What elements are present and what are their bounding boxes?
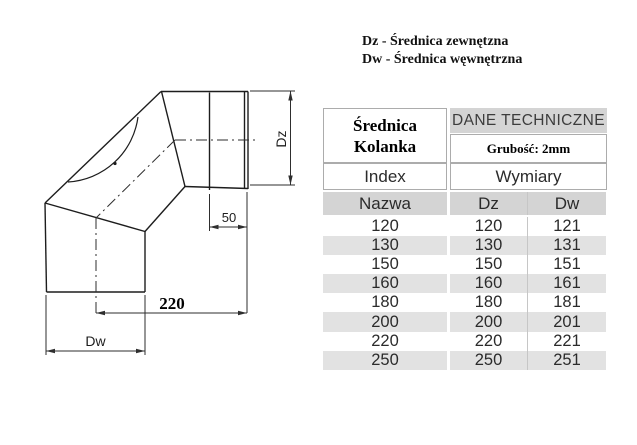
cell-dz: 160 <box>450 274 528 293</box>
legend-dw: Dw - Średnica węwnętrzna <box>362 51 523 67</box>
cell-dz: 220 <box>450 332 528 351</box>
cleanout-arc <box>68 117 138 182</box>
cell-nazwa: 250 <box>323 351 447 370</box>
cell-dw: 201 <box>528 312 606 331</box>
cell-dz: 130 <box>450 236 528 255</box>
index-wymiary-row <box>323 163 607 190</box>
dw-dim-label: Dw <box>85 333 106 349</box>
cell-dw: 221 <box>553 331 581 350</box>
cell-nazwa: 220 <box>371 331 399 350</box>
cell-nazwa: 160 <box>323 274 447 293</box>
legend-dz: Dz - Średnica zewnętzna <box>362 34 509 49</box>
index-cell: Index <box>323 163 447 190</box>
elbow-outline <box>45 92 248 293</box>
technical-data-table <box>323 108 607 370</box>
table-row <box>323 255 607 274</box>
cell-dw: 181 <box>553 293 581 312</box>
col1-title-cell <box>323 108 447 163</box>
cell-nazwa: 120 <box>371 217 399 236</box>
cell-dz: 180 <box>450 293 528 312</box>
table-row <box>323 236 607 255</box>
cell-nazwa: 150 <box>371 255 399 274</box>
cell-dw: 131 <box>528 236 606 255</box>
cell-dz: 150 <box>450 255 528 274</box>
cell-dw: 161 <box>528 274 606 293</box>
table-row <box>323 293 607 312</box>
column-header-row <box>323 192 607 215</box>
table-body <box>323 217 607 370</box>
dz-dim-label: Dz <box>273 130 289 148</box>
wymiary-cell: Wymiary <box>450 163 607 190</box>
cell-dz: 250 <box>450 351 528 370</box>
cell-nazwa: 200 <box>323 312 447 331</box>
dane-title: DANE TECHNICZNE <box>450 108 607 133</box>
table-row <box>323 312 607 331</box>
cell-dw: 121 <box>553 217 581 236</box>
table-row <box>323 217 607 236</box>
dim-50 <box>210 192 248 313</box>
col1-title-line1: Średnica <box>353 115 417 135</box>
arc-dot <box>113 162 116 165</box>
grubosc-label: Grubość: 2mm <box>450 134 607 163</box>
col1-title-line2: Kolanka <box>353 136 417 156</box>
col-header-dw: Dw <box>528 192 606 215</box>
cell-dz: 200 <box>450 312 528 331</box>
cell-nazwa: 130 <box>323 236 447 255</box>
table-row <box>323 351 607 370</box>
dim-220 <box>96 294 247 315</box>
col-header-nazwa: Nazwa <box>323 192 447 215</box>
table-row <box>323 332 607 351</box>
dim-dz <box>250 91 295 185</box>
dane-block <box>450 108 607 163</box>
table-header-block <box>323 108 607 163</box>
cell-dz: 120 <box>450 217 528 236</box>
col-header-dz: Dz <box>450 192 528 215</box>
cell-nazwa: 180 <box>371 293 399 312</box>
cell-dw: 151 <box>553 255 581 274</box>
table-row <box>323 274 607 293</box>
220-dim-label: 220 <box>159 294 185 313</box>
cell-dw: 251 <box>528 351 606 370</box>
50-dim-label: 50 <box>221 210 237 225</box>
